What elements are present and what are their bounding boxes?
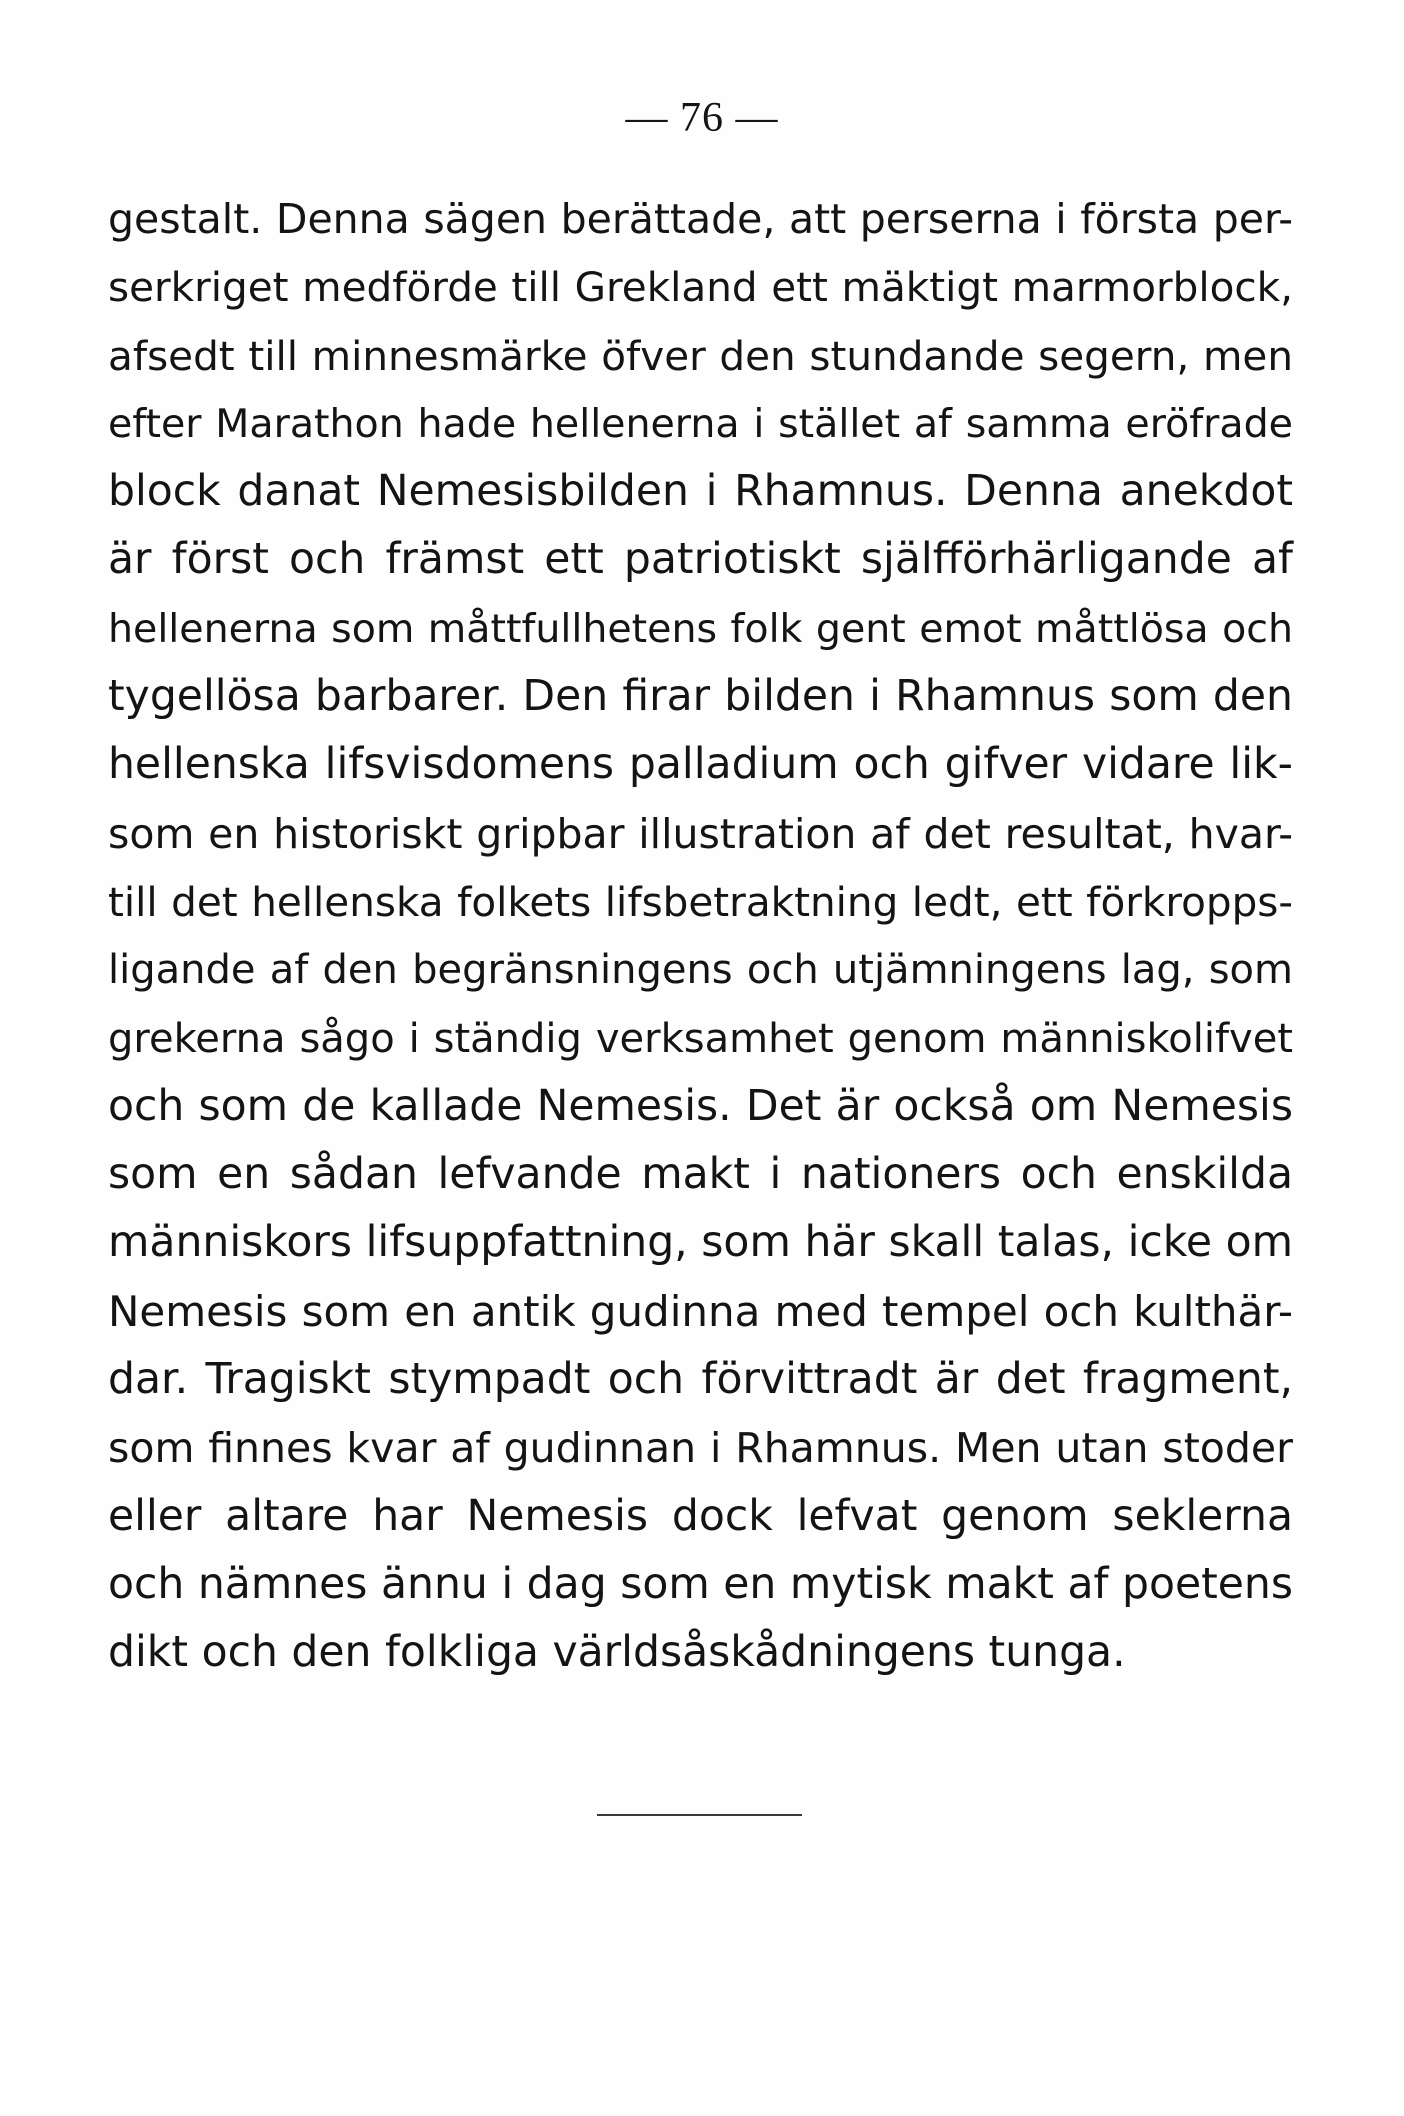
text-line: gestalt. Denna sägen berättade, att perserna i första per- — [108, 195, 1293, 243]
end-rule-divider — [597, 1814, 802, 1816]
text-line: hellenerna som måttfullhetens folk gent emot måttlösa och — [108, 605, 1293, 652]
page-number: — 76 — — [625, 95, 779, 141]
text-line: är först och främst ett patriotiskt själfförhärligande af — [108, 535, 1293, 585]
text-line: som finnes kvar af gudinnan i Rhamnus. Men utan stoder — [108, 1424, 1293, 1473]
text-line: hellenska lifsvisdomens palladium och gifver vidare lik- — [108, 740, 1293, 790]
text-line: grekerna sågo i ständig verksamhet genom människolifvet — [108, 1015, 1293, 1062]
text-line: som en historiskt gripbar illustration af det resultat, hvar- — [108, 809, 1293, 858]
text-line: block danat Nemesisbilden i Rhamnus. Denna anekdot — [108, 467, 1293, 517]
text-line: ligande af den begränsningens och utjämningens lag, som — [108, 947, 1293, 994]
body-paragraph — [108, 185, 1293, 1688]
text-line: till det hellenska folkets lifsbetraktning ledt, ett förkropps- — [108, 877, 1293, 926]
text-line: serkriget medförde till Grekland ett mäktigt marmorblock, — [108, 263, 1293, 312]
text-line-last: dikt och den folkliga världsåskådningens tunga. — [108, 1628, 1126, 1678]
text-line: efter Marathon hade hellenerna i stället af samma eröfrade — [108, 400, 1293, 447]
text-line: tygellösa barbarer. Den firar bilden i Rhamnus som den — [108, 672, 1293, 722]
text-line: och nämnes ännu i dag som en mytisk makt af poetens — [108, 1559, 1293, 1609]
text-line: dar. Tragiskt stympadt och förvittradt är det fragment, — [108, 1355, 1293, 1405]
text-line: och som de kallade Nemesis. Det är också om Nemesis — [108, 1081, 1293, 1131]
text-line: eller altare har Nemesis dock lefvat genom seklerna — [108, 1491, 1293, 1541]
text-line: människors lifsuppfattning, som här skall talas, icke om — [108, 1218, 1293, 1268]
text-line: afsedt till minnesmärke öfver den stundande segern, men — [108, 331, 1293, 380]
text-line: Nemesis som en antik gudinna med tempel och kulthär- — [108, 1286, 1293, 1336]
text-line: som en sådan lefvande makt i nationers och enskilda — [108, 1150, 1293, 1200]
